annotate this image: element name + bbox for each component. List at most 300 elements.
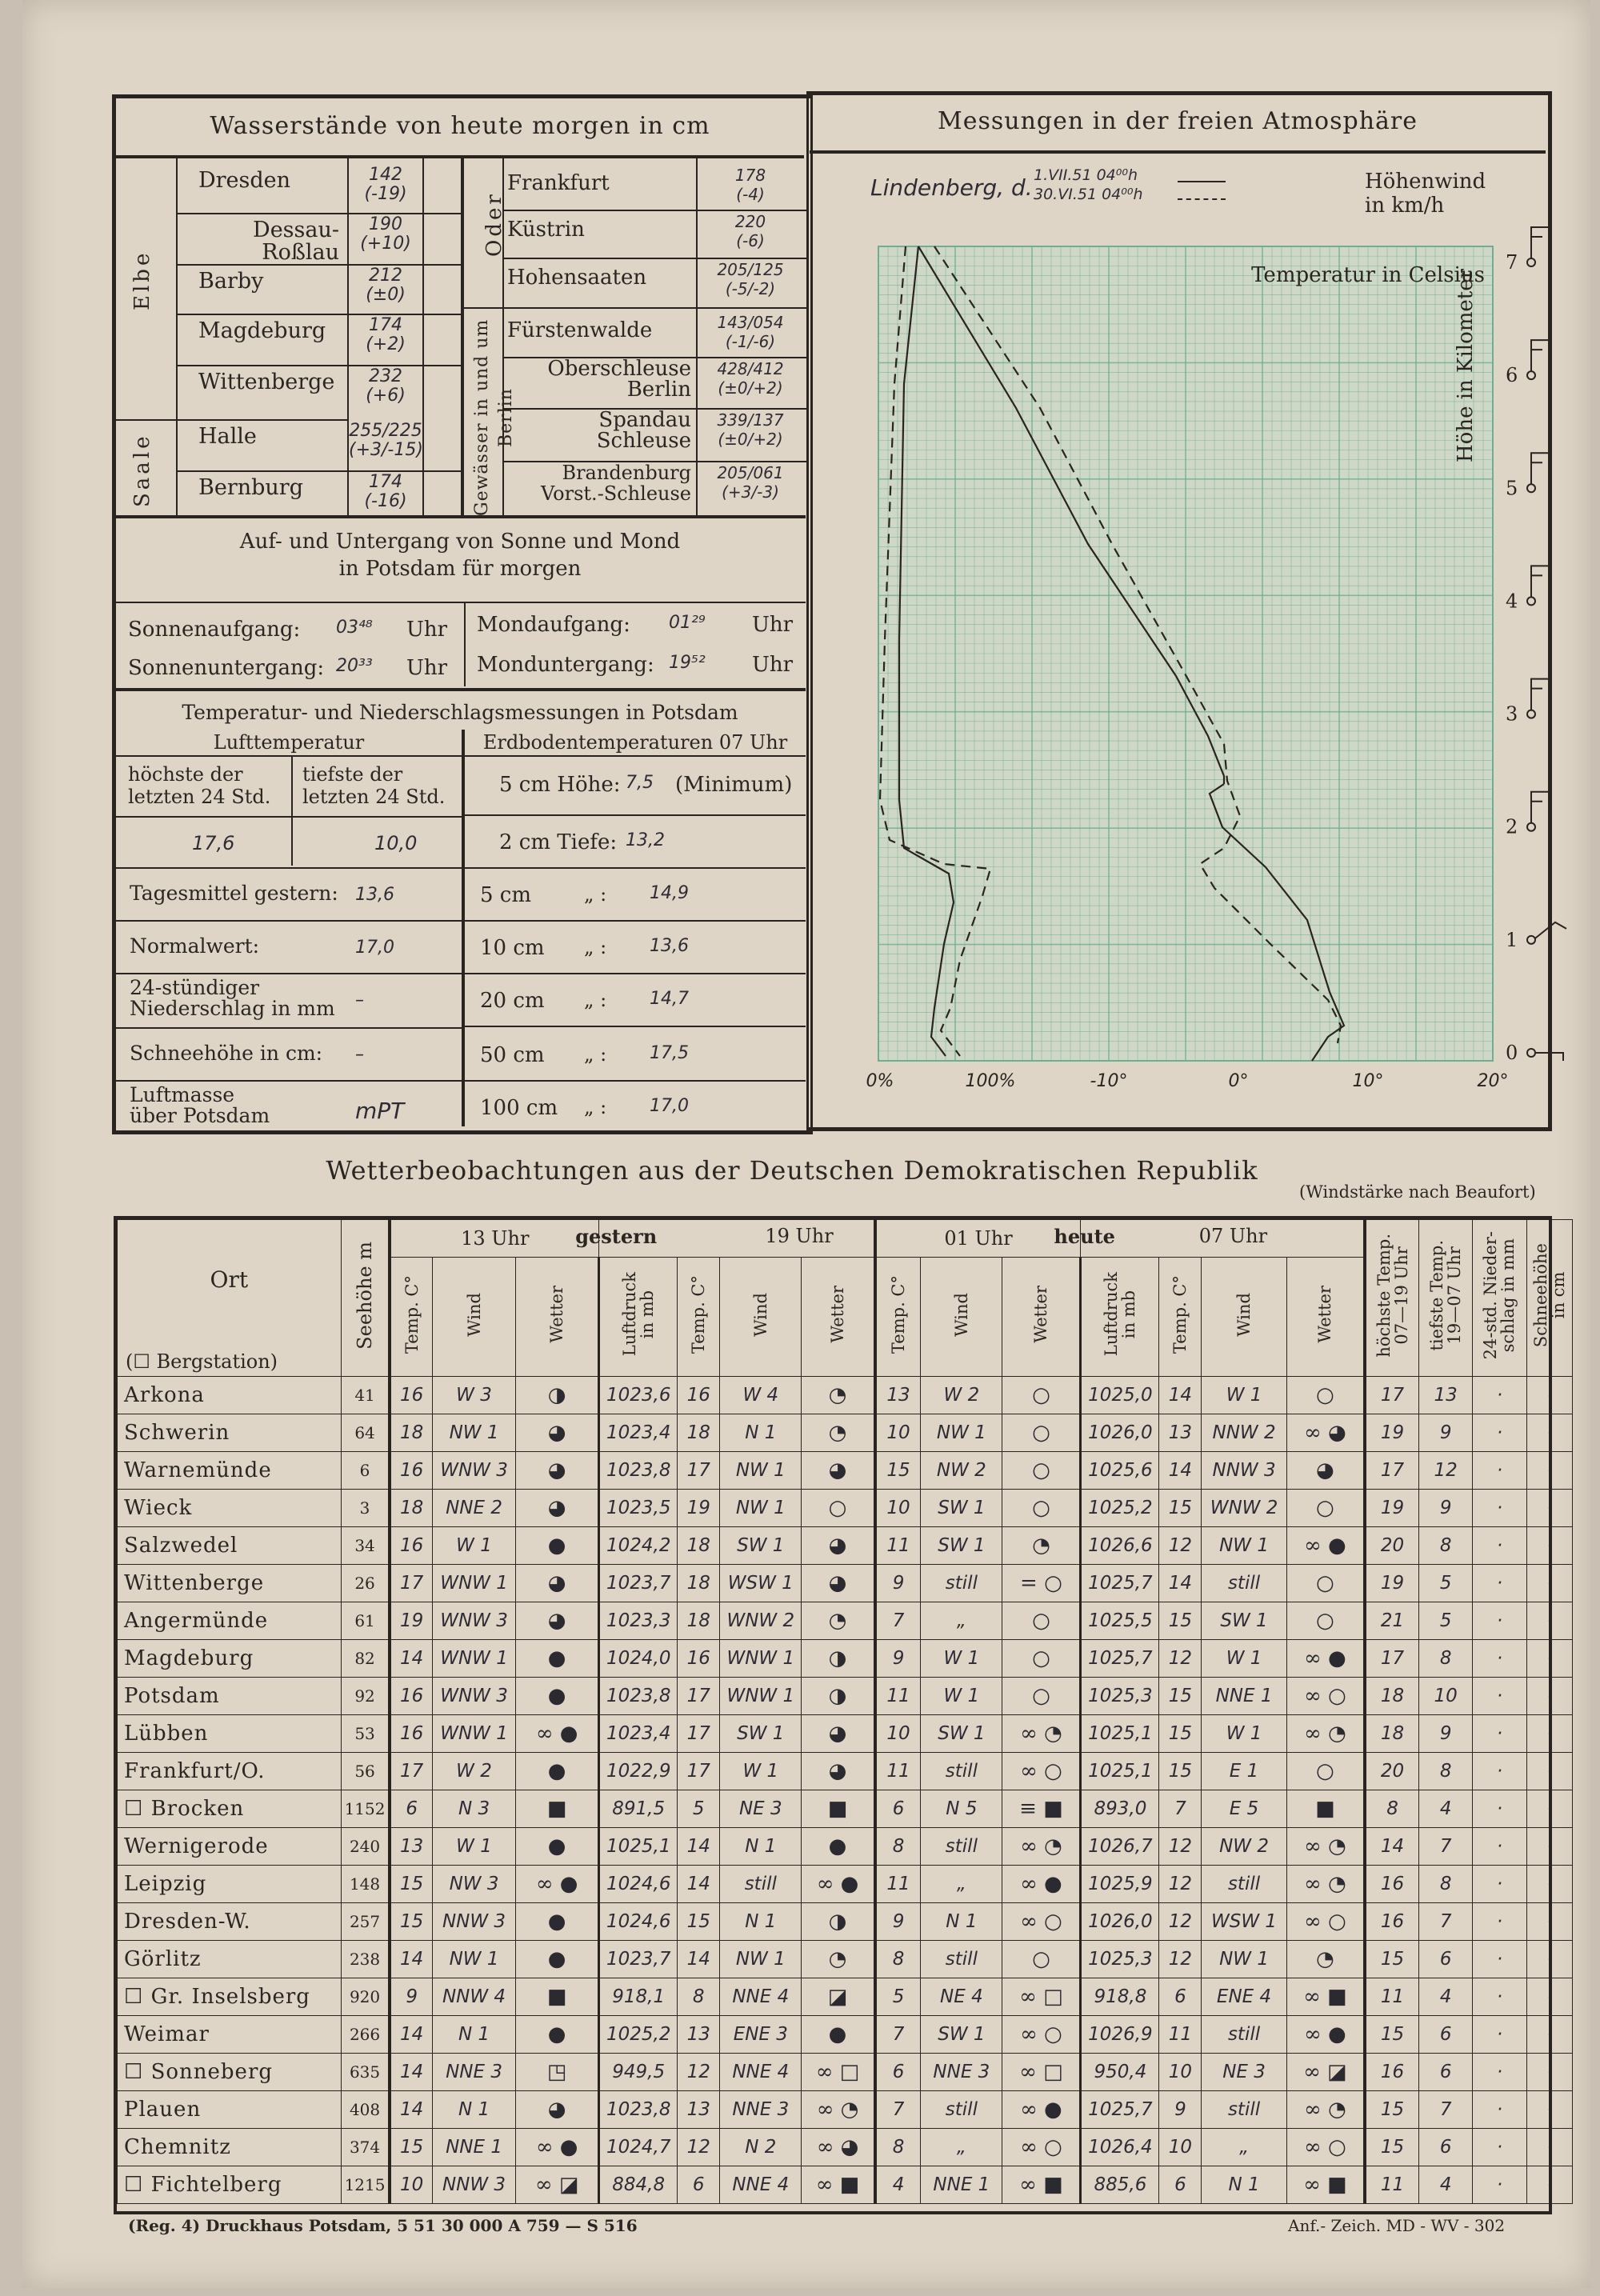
weather-symbol-icon: ●: [802, 1828, 875, 1866]
water-level: 212: [369, 266, 402, 286]
table-row: [118, 1715, 1573, 1753]
table-row: [118, 1640, 1573, 1678]
table-cell: ·: [1526, 1903, 1572, 1941]
table-cell: 635: [341, 2054, 390, 2091]
table-cell: 41: [341, 1377, 390, 1414]
water-station: Frankfurt: [507, 171, 610, 195]
soil-ditto: „ :: [584, 989, 607, 1011]
table-cell: 9: [1418, 1414, 1472, 1452]
weather-symbol-icon: ◔: [802, 1941, 875, 1978]
wind-barb-icon: [1527, 484, 1535, 492]
table-cell: E 1: [1202, 1753, 1286, 1790]
table-cell: ·: [1473, 1678, 1526, 1715]
table-cell: 7: [1159, 1790, 1202, 1828]
table-cell: SW 1: [921, 1527, 1002, 1565]
table-cell: 1023,7: [599, 1941, 678, 1978]
sun-title: Auf- und Untergang von Sonne und Mond in Potsdam für morgen: [239, 530, 681, 581]
weather-symbol-icon: ∞ ●: [1002, 2091, 1081, 2129]
table-cell: 18: [678, 1602, 720, 1640]
table-cell: ·: [1473, 1490, 1526, 1527]
table-cell: NE 3: [1202, 2054, 1286, 2091]
table-cell: 16: [390, 1377, 432, 1414]
weather-symbol-icon: ∞ ○: [1002, 1753, 1081, 1790]
table-cell: 17: [1365, 1377, 1418, 1414]
atmo-legend-2: 30.VI.51 04⁰⁰h: [1034, 186, 1143, 203]
table-cell: 1025,7: [1081, 2091, 1159, 2129]
table-cell: 19: [1365, 1490, 1418, 1527]
table-cell: 16: [1365, 1866, 1418, 1903]
table-cell: W 2: [432, 1753, 515, 1790]
table-cell: ·: [1473, 1452, 1526, 1490]
table-cell: 13: [678, 2016, 720, 2054]
wind-barb-icon: [1527, 936, 1535, 944]
temp-row-label: Luftmasse über Potsdam: [130, 1083, 270, 1127]
table-cell: NNE 4: [720, 1978, 802, 2016]
table-cell: 6: [1418, 2054, 1472, 2091]
table-cell: 1025,2: [599, 2016, 678, 2054]
table-cell: 1215: [341, 2166, 390, 2204]
table-cell: 1023,7: [599, 1565, 678, 1602]
table-row: [118, 2166, 1573, 2204]
table-cell: 1025,1: [1081, 1753, 1159, 1790]
table-cell: 3: [341, 1490, 390, 1527]
table-cell: ·: [1473, 1790, 1526, 1828]
sunset-unit: Uhr: [406, 656, 448, 680]
table-cell: 15: [390, 2129, 432, 2166]
table-cell: 5: [1418, 1565, 1472, 1602]
table-cell: NNE 4: [720, 2054, 802, 2091]
table-cell: ·: [1473, 2091, 1526, 2129]
table-cell: still: [921, 1753, 1002, 1790]
weather-symbol-icon: ∞ ●: [516, 1866, 599, 1903]
temp-title: Temperatur- und Niederschlagsmessungen in Potsdam: [182, 701, 738, 724]
table-cell: 17: [678, 1678, 720, 1715]
table-cell: 10: [1159, 2129, 1202, 2166]
table-cell: ·: [1526, 1527, 1572, 1565]
table-cell: 16: [390, 1527, 432, 1565]
sunrise-value: 03⁴⁸: [336, 618, 373, 638]
table-cell: NNW 4: [432, 1978, 515, 2016]
header-schnee: Schneehöhe in cm: [1526, 1220, 1572, 1377]
station-name: Lübben: [118, 1715, 342, 1753]
station-name: Potsdam: [118, 1678, 342, 1715]
weather-symbol-icon: ■: [802, 1790, 875, 1828]
weather-symbol-icon: ∞ ○: [1002, 2129, 1081, 2166]
table-cell: NE 4: [921, 1978, 1002, 2016]
weather-symbol-icon: ∞ ○: [1286, 1903, 1365, 1941]
table-cell: 15: [1159, 1490, 1202, 1527]
table-cell: still: [921, 2091, 1002, 2129]
weather-symbol-icon: ∞ □: [1002, 2054, 1081, 2091]
table-cell: ·: [1526, 1602, 1572, 1640]
weather-symbol-icon: ◕: [516, 1602, 599, 1640]
table-cell: 1023,8: [599, 1678, 678, 1715]
table-cell: WNW 1: [432, 1565, 515, 1602]
table-cell: 17: [390, 1753, 432, 1790]
water-station: Oberschleuse Berlin: [547, 357, 691, 402]
weather-symbol-icon: ◑: [802, 1903, 875, 1941]
table-cell: 26: [341, 1565, 390, 1602]
table-cell: 4: [1418, 2166, 1472, 2204]
moonset-unit: Uhr: [752, 653, 794, 677]
weather-symbol-icon: ■: [516, 1790, 599, 1828]
table-cell: 56: [341, 1753, 390, 1790]
table-cell: ·: [1526, 1490, 1572, 1527]
water-change: (+6): [366, 386, 406, 406]
table-cell: ·: [1473, 1565, 1526, 1602]
table-row: [118, 2016, 1573, 2054]
soil-label: 5 cm Höhe:: [499, 773, 621, 797]
table-cell: ·: [1473, 1527, 1526, 1565]
soil-value: 7,5: [626, 773, 654, 793]
table-row: [118, 1490, 1573, 1527]
temp-row-value: –: [355, 990, 364, 1010]
table-cell: 1023,6: [599, 1377, 678, 1414]
table-cell: 19: [1365, 1414, 1418, 1452]
table-cell: NW 1: [432, 1414, 515, 1452]
table-cell: 6: [875, 1790, 921, 1828]
table-cell: W 1: [1202, 1377, 1286, 1414]
weather-symbol-icon: ∞ ◔: [1286, 1715, 1365, 1753]
station-name: Arkona: [118, 1377, 342, 1414]
table-cell: 17: [678, 1715, 720, 1753]
group-elbe: Elbe: [130, 250, 154, 310]
weather-symbol-icon: ∞ ●: [1286, 1527, 1365, 1565]
weather-symbol-icon: ◕: [516, 1414, 599, 1452]
table-cell: 14: [1159, 1565, 1202, 1602]
table-cell: ·: [1526, 2054, 1572, 2091]
weather-symbol-icon: ■: [516, 1978, 599, 2016]
weather-symbol-icon: ◕: [516, 2091, 599, 2129]
table-cell: N 1: [921, 1903, 1002, 1941]
table-cell: 5: [1418, 1602, 1472, 1640]
weather-symbol-icon: ∞ ◔: [1002, 1828, 1081, 1866]
weather-symbol-icon: ∞ ◔: [1002, 1715, 1081, 1753]
table-cell: 11: [1365, 2166, 1418, 2204]
weather-symbol-icon: ∞ ○: [1002, 1903, 1081, 1941]
table-cell: SW 1: [921, 2016, 1002, 2054]
table-cell: 15: [390, 1866, 432, 1903]
soil-ditto: „ :: [584, 1043, 607, 1066]
table-cell: 13: [678, 2091, 720, 2129]
table-cell: 15: [1365, 2129, 1418, 2166]
soil-ditto: „ :: [584, 1096, 607, 1118]
table-cell: 12: [1418, 1452, 1472, 1490]
min-label: tiefste der letzten 24 Std.: [302, 763, 446, 808]
sunrise-unit: Uhr: [406, 618, 448, 642]
table-cell: 12: [1159, 1941, 1202, 1978]
table-cell: 14: [1159, 1452, 1202, 1490]
table-cell: W 2: [921, 1377, 1002, 1414]
table-cell: ·: [1473, 1941, 1526, 1978]
table-cell: 5: [875, 1978, 921, 2016]
water-change: (±0/+2): [718, 430, 783, 449]
table-cell: NNW 2: [1202, 1414, 1286, 1452]
water-station: Küstrin: [507, 218, 585, 242]
table-cell: SW 1: [720, 1527, 802, 1565]
table-cell: NNE 4: [720, 2166, 802, 2204]
max-value: 17,6: [192, 832, 235, 854]
table-cell: 14: [1365, 1828, 1418, 1866]
station-name: ☐ Brocken: [118, 1790, 342, 1828]
table-cell: NNE 3: [432, 2054, 515, 2091]
weather-symbol-icon: ∞ □: [1002, 1978, 1081, 2016]
table-cell: 238: [341, 1941, 390, 1978]
table-cell: 6: [341, 1452, 390, 1490]
x-tick-label: 0%: [866, 1071, 894, 1091]
wind-label: Höhenwind in km/h: [1365, 170, 1486, 218]
table-cell: 6: [875, 2054, 921, 2091]
table-cell: 1025,3: [1081, 1941, 1159, 1978]
footer-right: Anf.- Zeich. MD - WV - 302: [1288, 2216, 1506, 2235]
table-cell: 1026,9: [1081, 2016, 1159, 2054]
weather-symbol-icon: ◕: [802, 1715, 875, 1753]
table-cell: 9: [1159, 2091, 1202, 2129]
table-cell: ·: [1526, 1941, 1572, 1978]
table-cell: 6: [1159, 2166, 1202, 2204]
table-cell: ·: [1526, 2129, 1572, 2166]
water-level: 174: [369, 315, 402, 335]
table-cell: 15: [678, 1903, 720, 1941]
soil-ditto: „ :: [584, 936, 607, 958]
table-cell: NNW 3: [1202, 1452, 1286, 1490]
water-change: (±0/+2): [718, 378, 783, 398]
table-cell: SW 1: [921, 1490, 1002, 1527]
table-cell: 16: [390, 1715, 432, 1753]
sunset-label: Sonnenuntergang:: [128, 656, 325, 680]
table-cell: 14: [390, 2016, 432, 2054]
table-row: [118, 1602, 1573, 1640]
water-level: 142: [369, 165, 402, 185]
soil-value: 17,5: [650, 1043, 689, 1063]
weather-symbol-icon: ∞ ●: [516, 1715, 599, 1753]
water-change: (-19): [364, 184, 407, 204]
table-cell: 885,6: [1081, 2166, 1159, 2204]
table-cell: 14: [390, 2091, 432, 2129]
weather-symbol-icon: ◔: [802, 1377, 875, 1414]
station-name: Magdeburg: [118, 1640, 342, 1678]
moonrise-label: Mondaufgang:: [477, 613, 630, 637]
moonrise-value: 01²⁹: [669, 613, 706, 633]
footer-left: (Reg. 4) Druckhaus Potsdam, 5 51 30 000 A 759 — S 516: [128, 2216, 638, 2235]
weather-symbol-icon: ∞ ◪: [516, 2166, 599, 2204]
table-cell: 1026,6: [1081, 1527, 1159, 1565]
table-cell: 12: [1159, 1828, 1202, 1866]
table-cell: 8: [1418, 1866, 1472, 1903]
table-cell: 1023,5: [599, 1490, 678, 1527]
table-cell: 14: [390, 1941, 432, 1978]
soil-value: 17,0: [650, 1096, 689, 1116]
water-change: (-6): [736, 231, 765, 250]
weather-symbol-icon: = ○: [1002, 1565, 1081, 1602]
table-cell: N 3: [432, 1790, 515, 1828]
table-cell: N 1: [1202, 2166, 1286, 2204]
table-cell: 19: [390, 1602, 432, 1640]
chart-height-label: Höhe in Kilometer: [1454, 268, 1478, 462]
table-cell: WSW 1: [1202, 1903, 1286, 1941]
water-level: 143/054: [717, 313, 784, 332]
water-station: Magdeburg: [198, 318, 326, 343]
weather-symbol-icon: ◔: [802, 1414, 875, 1452]
table-cell: 12: [678, 2129, 720, 2166]
table-cell: 15: [1365, 1941, 1418, 1978]
table-cell: SW 1: [1202, 1602, 1286, 1640]
water-level: 232: [369, 366, 402, 386]
table-cell: 12: [1159, 1640, 1202, 1678]
sunrise-label: Sonnenaufgang:: [128, 618, 301, 642]
table-cell: W 1: [1202, 1715, 1286, 1753]
table-cell: 19: [678, 1490, 720, 1527]
table-row: [118, 1866, 1573, 1903]
table-cell: 10: [1418, 1678, 1472, 1715]
table-cell: ·: [1526, 1866, 1572, 1903]
table-cell: 884,8: [599, 2166, 678, 2204]
wind-barb-icon: [1527, 597, 1535, 605]
table-cell: 15: [1159, 1678, 1202, 1715]
table-cell: NW 1: [432, 1941, 515, 1978]
weather-symbol-icon: ◑: [802, 1678, 875, 1715]
weather-symbol-icon: ◕: [516, 1452, 599, 1490]
table-cell: 7: [1418, 1903, 1472, 1941]
table-row: [118, 2054, 1573, 2091]
table-row: [118, 1941, 1573, 1978]
observations-table: Ort (☐ Bergstation) Seehöhe m 13 Uhr gestern 19 Uhr 01 Uhr heute 07 Uhr höchste Temp. 07—19 Uhr tiefste Temp. 19—07 Uhr 24-std. Nieder- schlag in mm Schneehöhe in cm Temp. C° Wind Wetter Luftdruck in mb Temp. C° Wind Wetter Temp. C° Wind Wetter Luftdruck in mb Temp. C° Wind Wetter Arkona 41 16 W 3 ◑ 1023,6 16 W 4 ◔ 13 W 2 ○ 1025,0 14 W 1 ○ 17 13 · · Schwerin 64 18 NW 1 ◕ 1023,4 18 N 1 ◔ 10 NW 1 ○ 1026,0 13 NNW 2 ∞ ◕ 19 9 · · Warnemünde 6 16 WNW 3 ◕ 1023,8 17 NW 1 ◕ 15 NW 2 ○ 1025,6 14 NNW 3 ◕ 17 12 · · Wieck 3 18 NNE 2 ◕ 1023,5 19 NW 1 ○ 10 SW 1 ○ 1025,2 15 WNW 2 ○ 19 9 · · Salzwedel 34 16 W 1 ● 1024,2 18 SW 1 ◕ 11 SW 1 ◔ 1026,6 12 NW 1 ∞ ● 20 8 · · Wittenberge 26 17 WNW 1 ◕ 1023,7 18 WSW 1 ◕ 9 still = ○ 1025,7 14 still ○ 19 5 · · Angermünde 61 19 WNW 3 ◕ 1023,3 18 WNW 2 ◔ 7 „ ○ 1025,5 15 SW 1 ○ 21 5 · · Magdeburg 82 14 WNW 1 ● 1024,0 16 WNW 1 ◑ 9 W 1 ○ 1025,7 12 W 1 ∞ ● 17 8 · · Potsdam 92 16 WNW 3 ● 1023,8 17 WNW 1 ◑ 11 W 1 ○ 1025,3 15 NNE 1 ∞ ○ 18 10 · · Lübben 53 16 WNW 1 ∞ ● 1023,4 17 SW 1 ◕ 10 SW 1 ∞ ◔ 1025,1 15 W 1 ∞ ◔ 18 9 · · Frankfurt/O. 56 17 W 2 ● 1022,9 17 W 1 ◕ 11 still ∞ ○ 1025,1 15 E 1 ○ 20 8 · · ☐ Brocken 1152 6 N 3 ■ 891,5 5 NE 3 ■ 6 N 5 ≡ ■ 893,0 7 E 5 ■ 8 4 · · Wernigerode 240 13 W 1 ● 1025,1 14 N 1 ● 8 still ∞ ◔ 1026,7 12 NW 2 ∞ ◔ 14 7 · · Leipzig 148 15 NW 3 ∞ ● 1024,6 14 still ∞ ● 11 „ ∞ ● 1025,9 12 still ∞ ◔ 16 8 · · Dresden-W. 257 15 NNW 3 ● 1024,6 15 N 1 ◑ 9 N 1 ∞ ○ 1026,0 12 WSW 1 ∞ ○ 16 7 · · Görlitz 238 14 NW 1 ● 1023,7 14 NW 1 ◔ 8 still ○ 1025,3 12 NW 1 ◔ 15 6 · · ☐ Gr. Inselsberg 920 9 NNW 4 ■ 918,1 8 NNE 4 ◪ 5 NE 4 ∞ □ 918,8 6 ENE 4 ∞ ■ 11 4 · · Weimar 266 14 N 1 ● 1025,2 13 ENE 3 ● 7 SW 1 ∞ ○ 1026,9 11 still ∞ ● 15 6 · · ☐ Sonneberg 635 14 NNE 3 ◳ 949,5 12 NNE 4 ∞ □ 6 NNE 3 ∞ □ 950,4 10 NE 3 ∞ ◪ 16 6 · · Plauen 408 14 N 1 ◕ 1023,8 13 NNE 3 ∞ ◔ 7 still ∞ ● 1025,7 9 still ∞ ◔ 15 7 · · Chemnitz 374 15 NNE 1 ∞ ● 1024,7 12 N 2 ∞ ◕ 8 „ ∞ ○ 1026,4 10 „ ∞ ○ 15 6 · · ☐ Fichtelberg 1215 10 NNW 3 ∞ ◪ 884,8 6 NNE 4 ∞ ■ 4 NNE 1 ∞ ■ 885,6 6 N 1 ∞ ■ 11 4 · ·: [117, 1219, 1573, 2204]
table-cell: 11: [875, 1527, 921, 1565]
atmo-title: Messungen in der freien Atmosphäre: [937, 107, 1418, 135]
y-tick-label: 7: [1506, 251, 1518, 274]
y-tick-label: 5: [1506, 477, 1518, 500]
table-cell: 15: [1159, 1753, 1202, 1790]
table-cell: still: [1202, 1565, 1286, 1602]
weather-symbol-icon: ∞ ○: [1002, 2016, 1081, 2054]
water-station: Bernburg: [198, 475, 303, 500]
temp-row-label: Schneehöhe in cm:: [130, 1042, 323, 1065]
table-cell: 1023,3: [599, 1602, 678, 1640]
max-label: höchste der letzten 24 Std.: [128, 763, 271, 808]
table-cell: ·: [1526, 2091, 1572, 2129]
water-station: Brandenburg Vorst.-Schleuse: [541, 462, 691, 505]
table-cell: 8: [1418, 1753, 1472, 1790]
min-value: 10,0: [374, 832, 418, 854]
table-cell: 891,5: [599, 1790, 678, 1828]
table-cell: 9: [1418, 1715, 1472, 1753]
table-cell: 6: [1418, 2129, 1472, 2166]
table-cell: 8: [1365, 1790, 1418, 1828]
table-row: [118, 2129, 1573, 2166]
table-cell: 1025,9: [1081, 1866, 1159, 1903]
water-level: 255/225: [349, 421, 422, 441]
table-cell: 920: [341, 1978, 390, 2016]
table-cell: 6: [1418, 2016, 1472, 2054]
table-cell: 1025,1: [599, 1828, 678, 1866]
table-cell: NW 2: [921, 1452, 1002, 1490]
water-change: (-5/-2): [725, 279, 776, 298]
table-cell: „: [921, 1866, 1002, 1903]
table-cell: ·: [1473, 1602, 1526, 1640]
table-cell: 18: [390, 1490, 432, 1527]
table-cell: 11: [1159, 2016, 1202, 2054]
station-name: Angermünde: [118, 1602, 342, 1640]
table-cell: WNW 1: [432, 1640, 515, 1678]
water-change: (-4): [736, 185, 765, 204]
table-cell: still: [921, 1565, 1002, 1602]
table-cell: ·: [1473, 1866, 1526, 1903]
table-cell: N 1: [720, 1414, 802, 1452]
table-cell: W 3: [432, 1377, 515, 1414]
weather-symbol-icon: ●: [516, 1640, 599, 1678]
weather-symbol-icon: ∞ ◔: [1286, 1866, 1365, 1903]
header-19: gestern 19 Uhr: [599, 1220, 875, 1258]
table-cell: 1023,8: [599, 1452, 678, 1490]
table-cell: 9: [875, 1903, 921, 1941]
station-name: Dresden-W.: [118, 1903, 342, 1941]
table-cell: 1025,0: [1081, 1377, 1159, 1414]
table-cell: 1023,8: [599, 2091, 678, 2129]
table-cell: WNW 2: [1202, 1490, 1286, 1527]
y-tick-label: 4: [1506, 590, 1518, 613]
table-cell: 20: [1365, 1753, 1418, 1790]
weather-symbol-icon: ●: [516, 1903, 599, 1941]
atmo-legend-1: 1.VII.51 04⁰⁰h: [1034, 166, 1138, 184]
table-cell: 1025,6: [1081, 1452, 1159, 1490]
table-cell: ·: [1526, 1640, 1572, 1678]
table-cell: 14: [678, 1866, 720, 1903]
table-cell: 8: [875, 1828, 921, 1866]
table-cell: 8: [678, 1978, 720, 2016]
table-cell: W 1: [921, 1678, 1002, 1715]
table-cell: 13: [1418, 1377, 1472, 1414]
table-cell: 14: [390, 2054, 432, 2091]
group-oder: Oder: [482, 191, 506, 257]
table-cell: ·: [1526, 1414, 1572, 1452]
water-change: (±0): [366, 285, 406, 305]
table-cell: WNW 3: [432, 1678, 515, 1715]
table-cell: ·: [1526, 1452, 1572, 1490]
soil-temp-label: Erdbodentemperaturen 07 Uhr: [482, 731, 788, 754]
soil-label: 5 cm: [480, 883, 532, 907]
table-cell: 893,0: [1081, 1790, 1159, 1828]
station-name: Wieck: [118, 1490, 342, 1527]
table-cell: 6: [1159, 1978, 1202, 2016]
table-cell: 11: [875, 1753, 921, 1790]
table-cell: ·: [1473, 1978, 1526, 2016]
weather-symbol-icon: ◔: [1002, 1527, 1081, 1565]
table-cell: 9: [875, 1565, 921, 1602]
table-row: [118, 1753, 1573, 1790]
x-tick-label: -10°: [1090, 1071, 1128, 1091]
table-cell: NW 1: [921, 1414, 1002, 1452]
moonset-label: Monduntergang:: [477, 653, 654, 677]
table-cell: 1152: [341, 1790, 390, 1828]
table-cell: 12: [1159, 1866, 1202, 1903]
weather-symbol-icon: ●: [516, 2016, 599, 2054]
table-row: [118, 1565, 1573, 1602]
table-cell: W 1: [432, 1828, 515, 1866]
table-cell: 17: [1365, 1452, 1418, 1490]
water-change: (+3/-3): [722, 482, 779, 502]
table-row: [118, 1452, 1573, 1490]
weather-symbol-icon: ◕: [1286, 1452, 1365, 1490]
weather-symbol-icon: ○: [802, 1490, 875, 1527]
weather-symbol-icon: ◔: [802, 1602, 875, 1640]
table-cell: 6: [1418, 1941, 1472, 1978]
table-cell: W 1: [720, 1753, 802, 1790]
table-cell: 13: [875, 1377, 921, 1414]
weather-symbol-icon: ○: [1286, 1753, 1365, 1790]
y-tick-label: 3: [1506, 702, 1518, 726]
temp-row-value: –: [355, 1045, 364, 1065]
table-cell: 16: [1365, 1903, 1418, 1941]
